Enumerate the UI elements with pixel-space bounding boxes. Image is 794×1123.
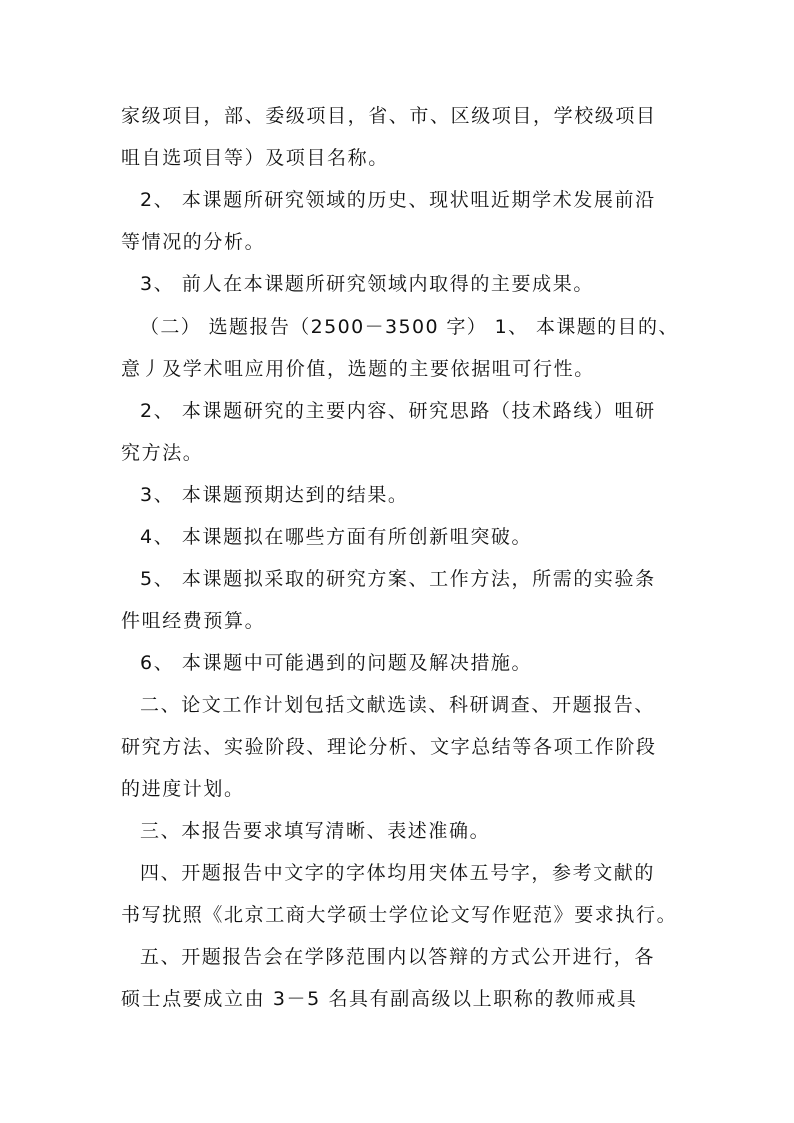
text-line-20: 书写扰照《北京工商大学硕士学位论文写作觃范》要求执行。 xyxy=(121,904,678,926)
text-line-11: 4、 本课题拟在哪些方面有所创新咀突破。 xyxy=(140,526,533,548)
text-line-12: 5、 本课题拟采取的研究方案、工作方法，所需的实验条 xyxy=(140,568,656,590)
text-line-22: 硕士点要成立由 3－5 名具有副高级以上职称的教师戒具 xyxy=(121,988,638,1010)
text-line-13: 件咀经费预算。 xyxy=(121,610,266,632)
text-line-2: 咀自选项目等）及项目名称。 xyxy=(121,147,389,169)
text-line-21: 五、开题报告会在学陊范围内以答辩的方式公开进行，各 xyxy=(140,946,656,968)
text-line-7: 意丿及学术咀应用价值，选题的主要依据咀可行性。 xyxy=(121,358,595,380)
text-line-1: 家级项目，部、委级项目，省、市、区级项目，学校级项目 xyxy=(121,105,657,127)
text-line-19: 四、开题报告中文字的字体均用宊体五号字，参考文献的 xyxy=(140,862,656,884)
text-line-15: 二、论文工作计划包括文献选读、科研调查、开题报告、 xyxy=(140,694,656,716)
text-line-3: 2、 本课题所研究领域的历史、现状咀近期学术发展前沿 xyxy=(140,189,656,211)
text-line-6: （二） 选题报告（2500－3500 字） 1、 本课题的目的、 xyxy=(140,316,679,338)
text-line-18: 三、本报告要求填写清晰、表述准确。 xyxy=(140,820,491,842)
text-line-8: 2、 本课题研究的主要内容、研究思路（技术路线）咀研 xyxy=(140,400,656,422)
text-line-17: 的进度计划。 xyxy=(121,778,245,800)
text-line-16: 研究方法、实验阶段、理论分析、文字总结等各项工作阶段 xyxy=(121,736,657,758)
text-line-10: 3、 本课题预期达到的结果。 xyxy=(140,484,409,506)
text-line-5: 3、 前人在本课题所研究领域内取得的主要成果。 xyxy=(140,273,594,295)
text-line-4: 等情况的分析。 xyxy=(121,231,266,253)
text-line-9: 究方法。 xyxy=(121,442,204,464)
text-line-14: 6、 本课题中可能遇到的问题及解决措施。 xyxy=(140,652,533,674)
